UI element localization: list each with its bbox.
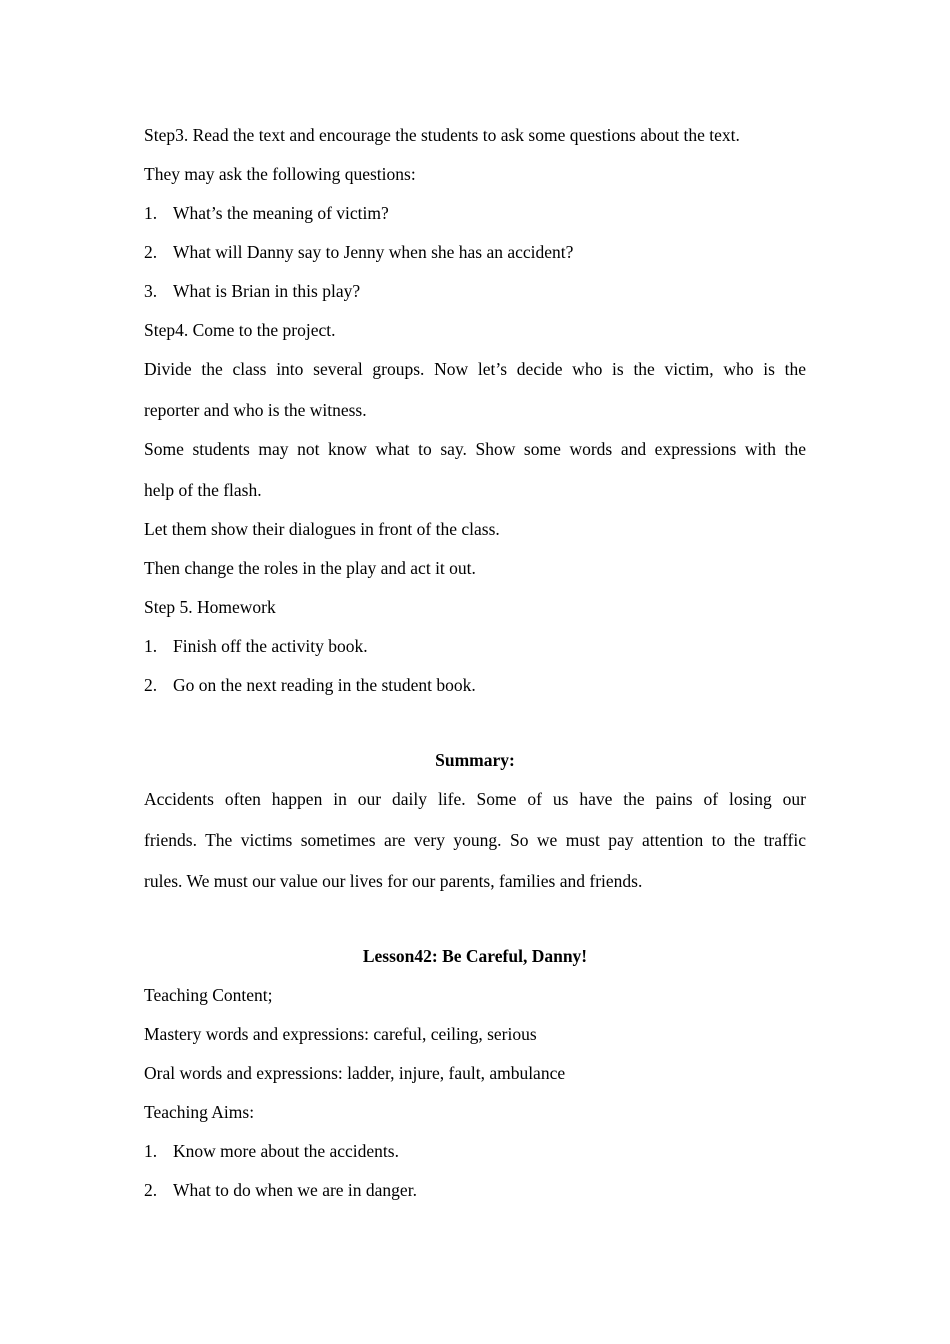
aim-item [144,1179,806,1201]
homework-item [144,635,806,657]
divide-line1: Divide the class into several groups. Now let’s decide who is the victim, who is the [144,359,806,379]
oral-words-line: Oral words and expressions: ladder, injure, fault, ambulance [144,1063,566,1083]
list-number: 1. [144,203,158,223]
list-number: 1. [144,636,158,656]
list-text: Know more about the accidents. [173,1141,399,1161]
summary-line3: rules. We must our value our lives for our parents, families and friends. [144,871,643,891]
question-item [144,280,806,302]
question-item [144,241,806,263]
step5-heading: Step 5. Homework [144,597,276,617]
step3-line2: They may ask the following questions: [144,164,416,184]
teaching-aims-label: Teaching Aims: [144,1102,255,1122]
lesson-heading: Lesson42: Be Careful, Danny! [362,946,588,966]
list-number: 2. [144,1180,158,1200]
mastery-words-line: Mastery words and expressions: careful, ceiling, serious [144,1024,537,1044]
then-change-line: Then change the roles in the play and act it out. [144,558,476,578]
step3-line1: Step3. Read the text and encourage the students to ask some questions about the text. [144,125,740,145]
divide-line2: reporter and who is the witness. [144,400,367,420]
step4-heading: Step4. Come to the project. [144,320,336,340]
some-line2: help of the flash. [144,480,262,500]
summary-line1: Accidents often happen in our daily life. Some of us have the pains of losing our [144,789,806,809]
let-them-line: Let them show their dialogues in front of the class. [144,519,500,539]
summary-heading: Summary: [435,750,515,770]
list-text: What’s the meaning of victim? [173,203,389,223]
homework-item [144,674,806,696]
teaching-content-label: Teaching Content; [144,985,273,1005]
some-line1: Some students may not know what to say. Show some words and expressions with the [144,439,806,459]
list-text: What will Danny say to Jenny when she has an accident? [173,242,574,262]
summary-line2: friends. The victims sometimes are very young. So we must pay attention to the traffic [144,830,806,850]
list-number: 1. [144,1141,158,1161]
list-text: What is Brian in this play? [173,281,361,301]
list-number: 3. [144,281,158,301]
list-text: Go on the next reading in the student book. [173,675,476,695]
aim-item [144,1140,806,1162]
question-item [144,202,806,224]
list-text: What to do when we are in danger. [173,1180,417,1200]
document-page [144,124,806,1201]
list-text: Finish off the activity book. [173,636,368,656]
list-number: 2. [144,242,158,262]
list-number: 2. [144,675,158,695]
